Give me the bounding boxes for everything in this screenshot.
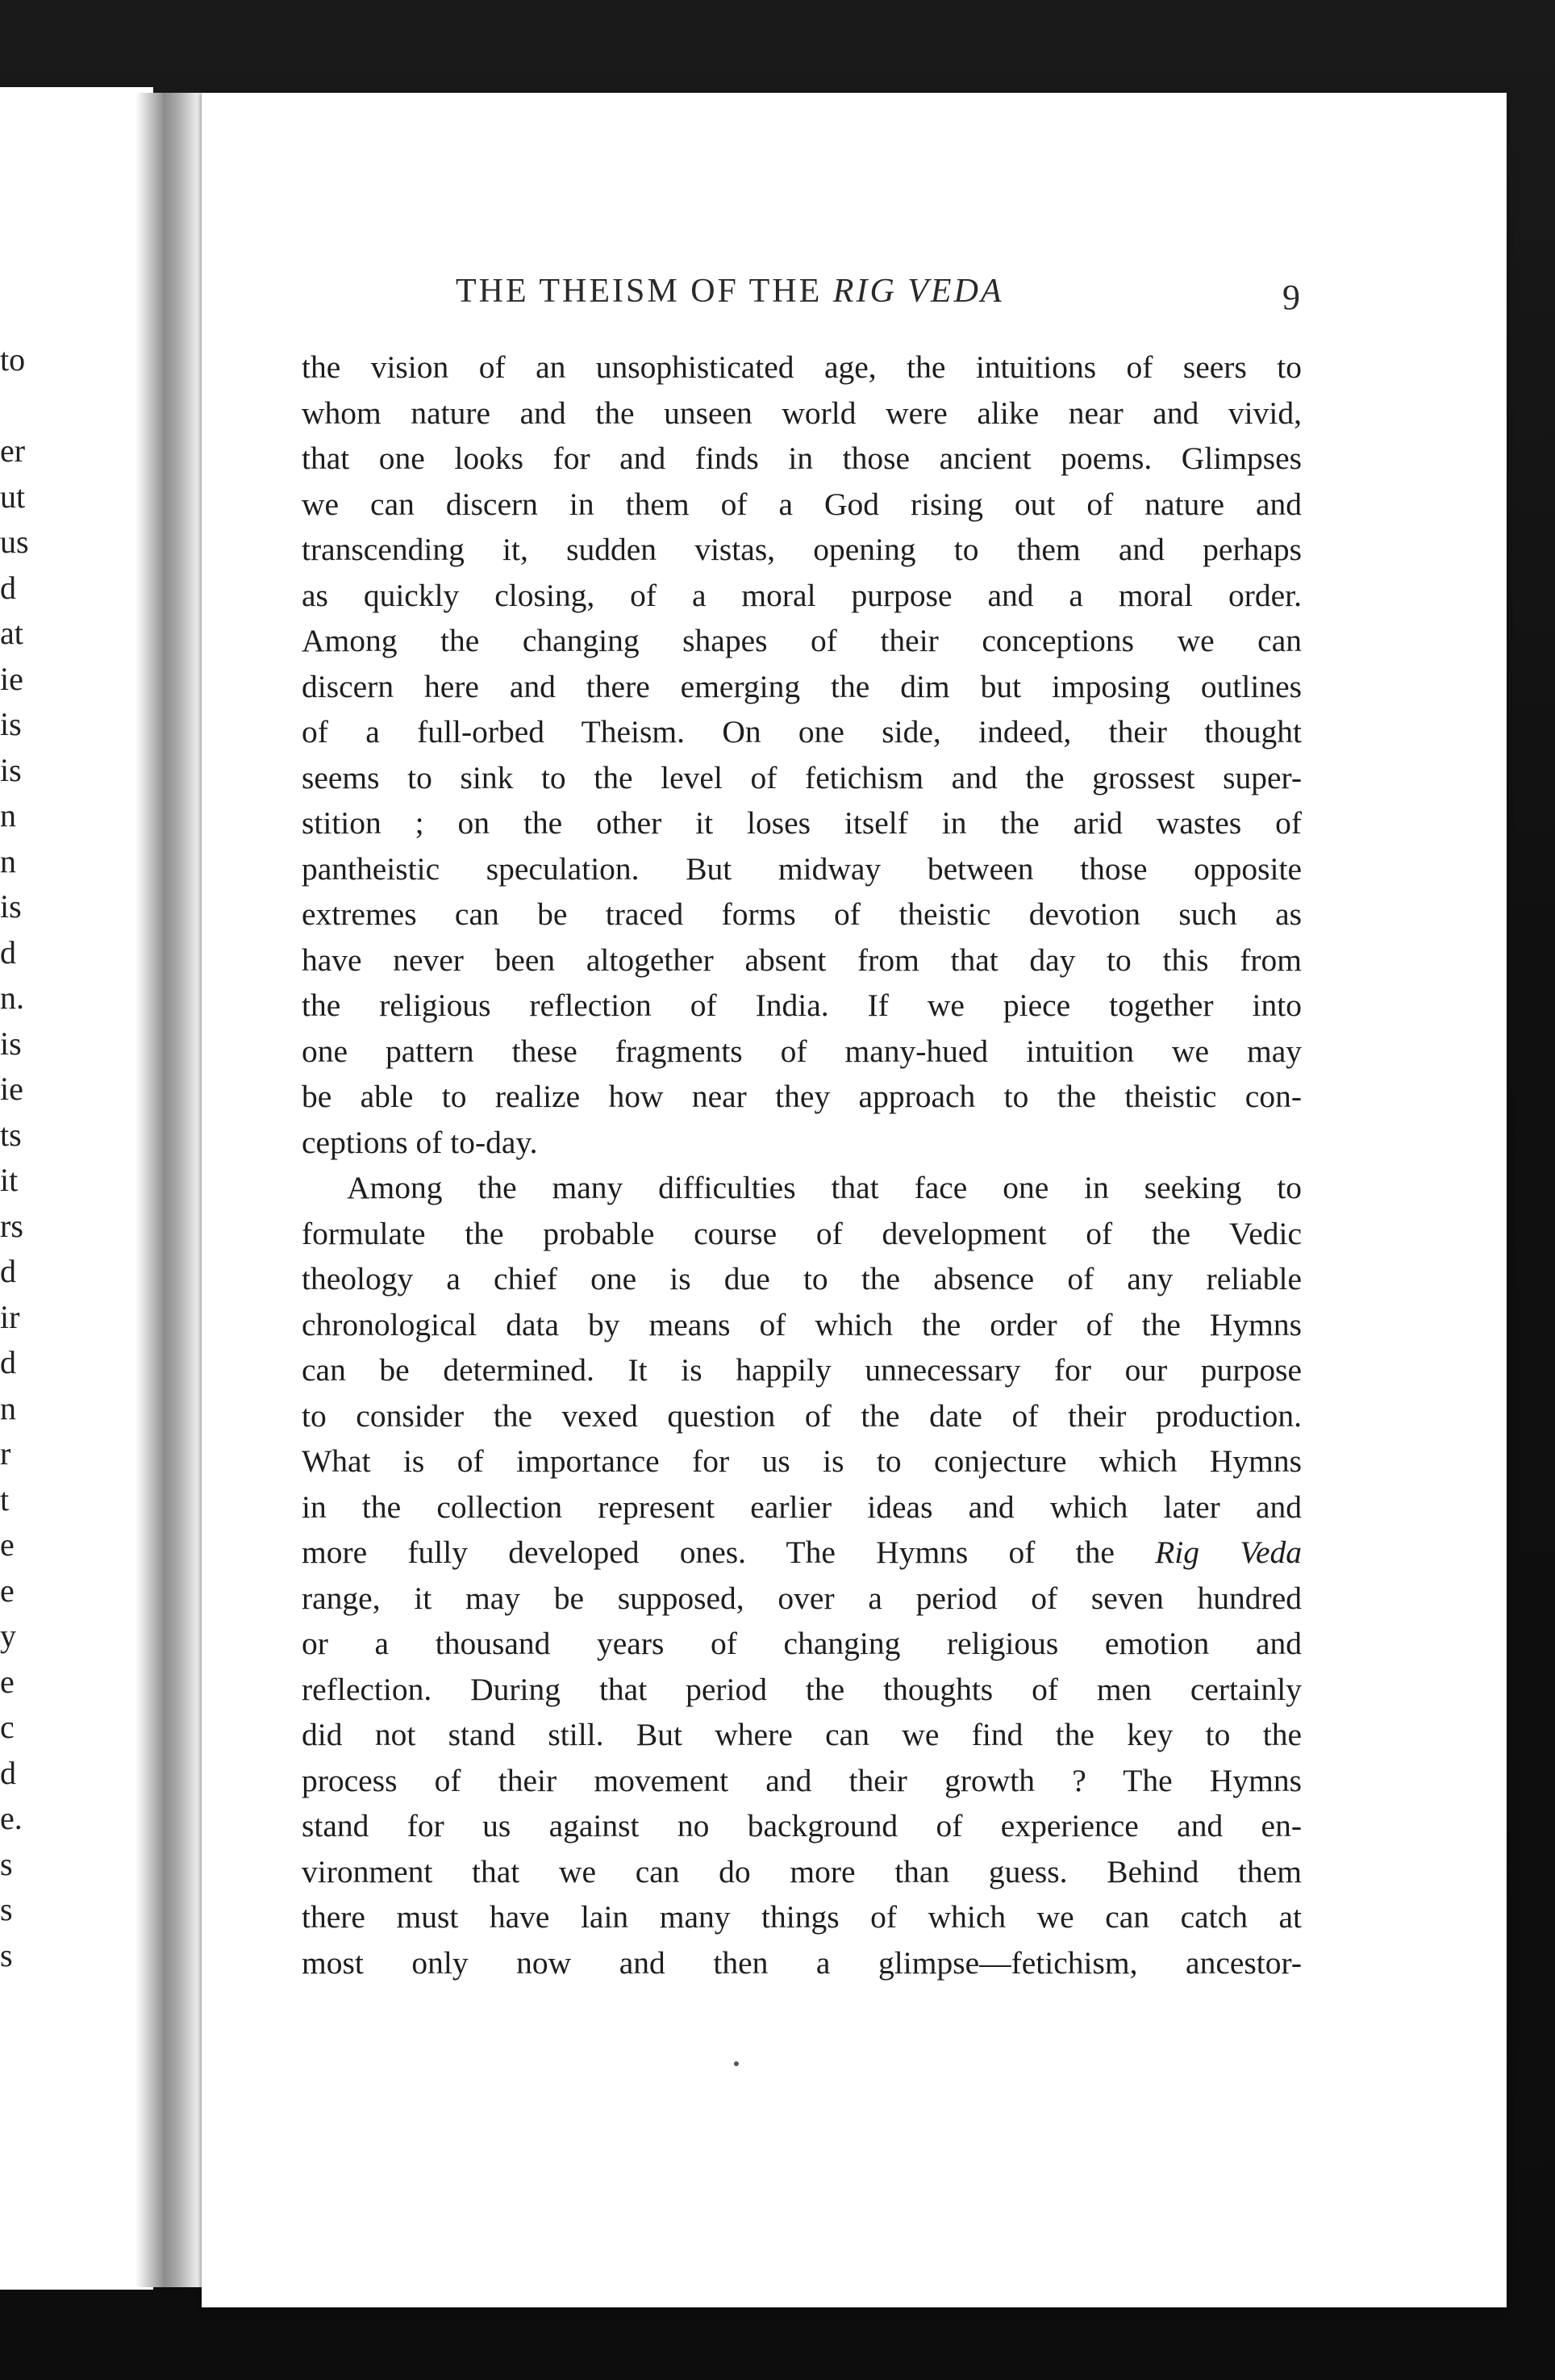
fragment-line: s	[0, 1936, 13, 1973]
running-head	[202, 272, 1507, 320]
fragment-line: d	[0, 1253, 16, 1289]
fragment-line: ie	[0, 660, 23, 697]
text-line: of a full-orbed Theism. On one side, indeed, their thought	[302, 714, 1302, 749]
fragment-line: at	[0, 615, 23, 651]
fragment-line: s	[0, 1845, 13, 1882]
fragment-line: rs	[0, 1207, 23, 1244]
text-line-paragraph-end: ceptions of to-day.	[302, 1124, 538, 1160]
text-line: be able to realize how near they approach to the theistic con-	[302, 1079, 1302, 1114]
text-line-paragraph-start: Among the many difficulties that face one in seeking to	[347, 1170, 1302, 1205]
fragment-line: us	[0, 524, 29, 560]
book-gutter-shadow	[135, 93, 208, 2287]
text-line: discern here and there emerging the dim but imposing outlines	[302, 668, 1302, 704]
text-line: to consider the vexed question of the date of their production.	[302, 1397, 1302, 1434]
text-line: transcending it, sudden vistas, opening to them and perhaps	[302, 532, 1302, 567]
fragment-line: n	[0, 1389, 16, 1426]
text-line: that one looks for and finds in those ancient poems. Glimpses	[302, 441, 1302, 476]
text-line: as quickly closing, of a moral purpose and a moral order.	[302, 577, 1302, 613]
text-line: vironment that we can do more than guess. Behind them	[302, 1853, 1302, 1889]
text-line: can be determined. It is happily unnecessary for our purpose	[302, 1352, 1302, 1388]
text-line-italic: Rig Veda	[1155, 1534, 1302, 1570]
fragment-line: ie	[0, 1071, 23, 1107]
text-line: stand for us against no background of experience and en-	[302, 1808, 1302, 1843]
paper-speck	[734, 2061, 739, 2066]
text-line: process of their movement and their growth ? The Hymns	[302, 1762, 1302, 1798]
running-title-italic: RIG VEDA	[832, 273, 1004, 310]
text-line: or a thousand years of changing religious emotion and	[302, 1626, 1302, 1661]
text-line: we can discern in them of a God rising out of nature and	[302, 486, 1302, 522]
fragment-line: e	[0, 1572, 15, 1609]
text-line: formulate the probable course of development of the Vedic	[302, 1215, 1302, 1251]
text-line: range, it may be supposed, over a period of seven hundred	[302, 1580, 1302, 1616]
fragment-line: d	[0, 569, 16, 606]
running-title	[456, 272, 1004, 311]
text-line: chronological data by means of which the order of the Hymns	[302, 1306, 1302, 1342]
text-line: reflection. During that period the thoughts of men certainly	[302, 1671, 1302, 1707]
fragment-line: is	[0, 706, 22, 742]
fragment-line: is	[0, 888, 22, 925]
text-line: the vision of an unsophisticated age, the intuitions of seers to	[302, 349, 1302, 385]
fragment-line: er	[0, 432, 26, 469]
text-line: in the collection represent earlier ideas and which later and	[302, 1489, 1302, 1525]
fragment-line: n.	[0, 979, 24, 1016]
facing-page-text	[0, 337, 48, 1978]
text-line: stition ; on the other it loses itself in the arid wastes of	[302, 805, 1302, 841]
fragment-line: c	[0, 1709, 15, 1745]
running-title-roman: THE THEISM OF THE	[456, 273, 833, 310]
fragment-line: is	[0, 751, 22, 788]
text-line: seems to sink to the level of fetichism and the grossest super-	[302, 759, 1302, 795]
text-line: extremes can be traced forms of theistic devotion such as	[302, 896, 1302, 932]
fragment-line: n	[0, 842, 16, 879]
fragment-line: ir	[0, 1298, 20, 1335]
fragment-line: y	[0, 1618, 16, 1654]
fragment-line: r	[0, 1435, 11, 1472]
text-line: have never been altogether absent from that day to this from	[302, 942, 1302, 978]
text-line: pantheistic speculation. But midway between those opposite	[302, 850, 1302, 887]
fragment-line: d	[0, 1344, 16, 1380]
page-number: 9	[1282, 278, 1300, 317]
fragment-line: to	[0, 341, 26, 378]
fragment-line: ts	[0, 1116, 22, 1153]
fragment-line: e.	[0, 1800, 23, 1836]
fragment-line: e	[0, 1526, 15, 1563]
facing-page-fragment	[0, 87, 153, 2290]
text-line: theology a chief one is due to the absence of any reliable	[302, 1261, 1302, 1296]
text-line: there must have lain many things of which we can catch at	[302, 1899, 1302, 1935]
text-line: whom nature and the unseen world were alike near and vivid,	[302, 395, 1302, 431]
text-line: Among the changing shapes of their conceptions we can	[302, 623, 1302, 658]
fragment-line	[0, 383, 48, 429]
text-line: the religious reflection of India. If we piece together into	[302, 987, 1302, 1023]
book-page	[202, 93, 1507, 2307]
text-line: did not stand still. But where can we find the key to the	[302, 1717, 1302, 1752]
body-text	[302, 344, 1302, 1985]
fragment-line: e	[0, 1663, 15, 1700]
fragment-line: is	[0, 1025, 22, 1062]
fragment-line: t	[0, 1480, 10, 1518]
fragment-line: ut	[0, 478, 26, 515]
fragment-line: it	[0, 1162, 19, 1198]
text-line: most only now and then a glimpse—fetichism, ancestor-	[302, 1944, 1302, 1981]
fragment-line: d	[0, 1754, 16, 1791]
text-line: one pattern these fragments of many-hued intuition we may	[302, 1033, 1302, 1069]
text-line: What is of importance for us is to conjecture which Hymns	[302, 1443, 1302, 1479]
fragment-line: n	[0, 797, 16, 833]
text-line-with-italic	[302, 1530, 1302, 1576]
text-line-roman: more fully developed ones. The Hymns of the	[302, 1534, 1156, 1570]
fragment-line: d	[0, 933, 16, 971]
fragment-line: s	[0, 1891, 13, 1927]
